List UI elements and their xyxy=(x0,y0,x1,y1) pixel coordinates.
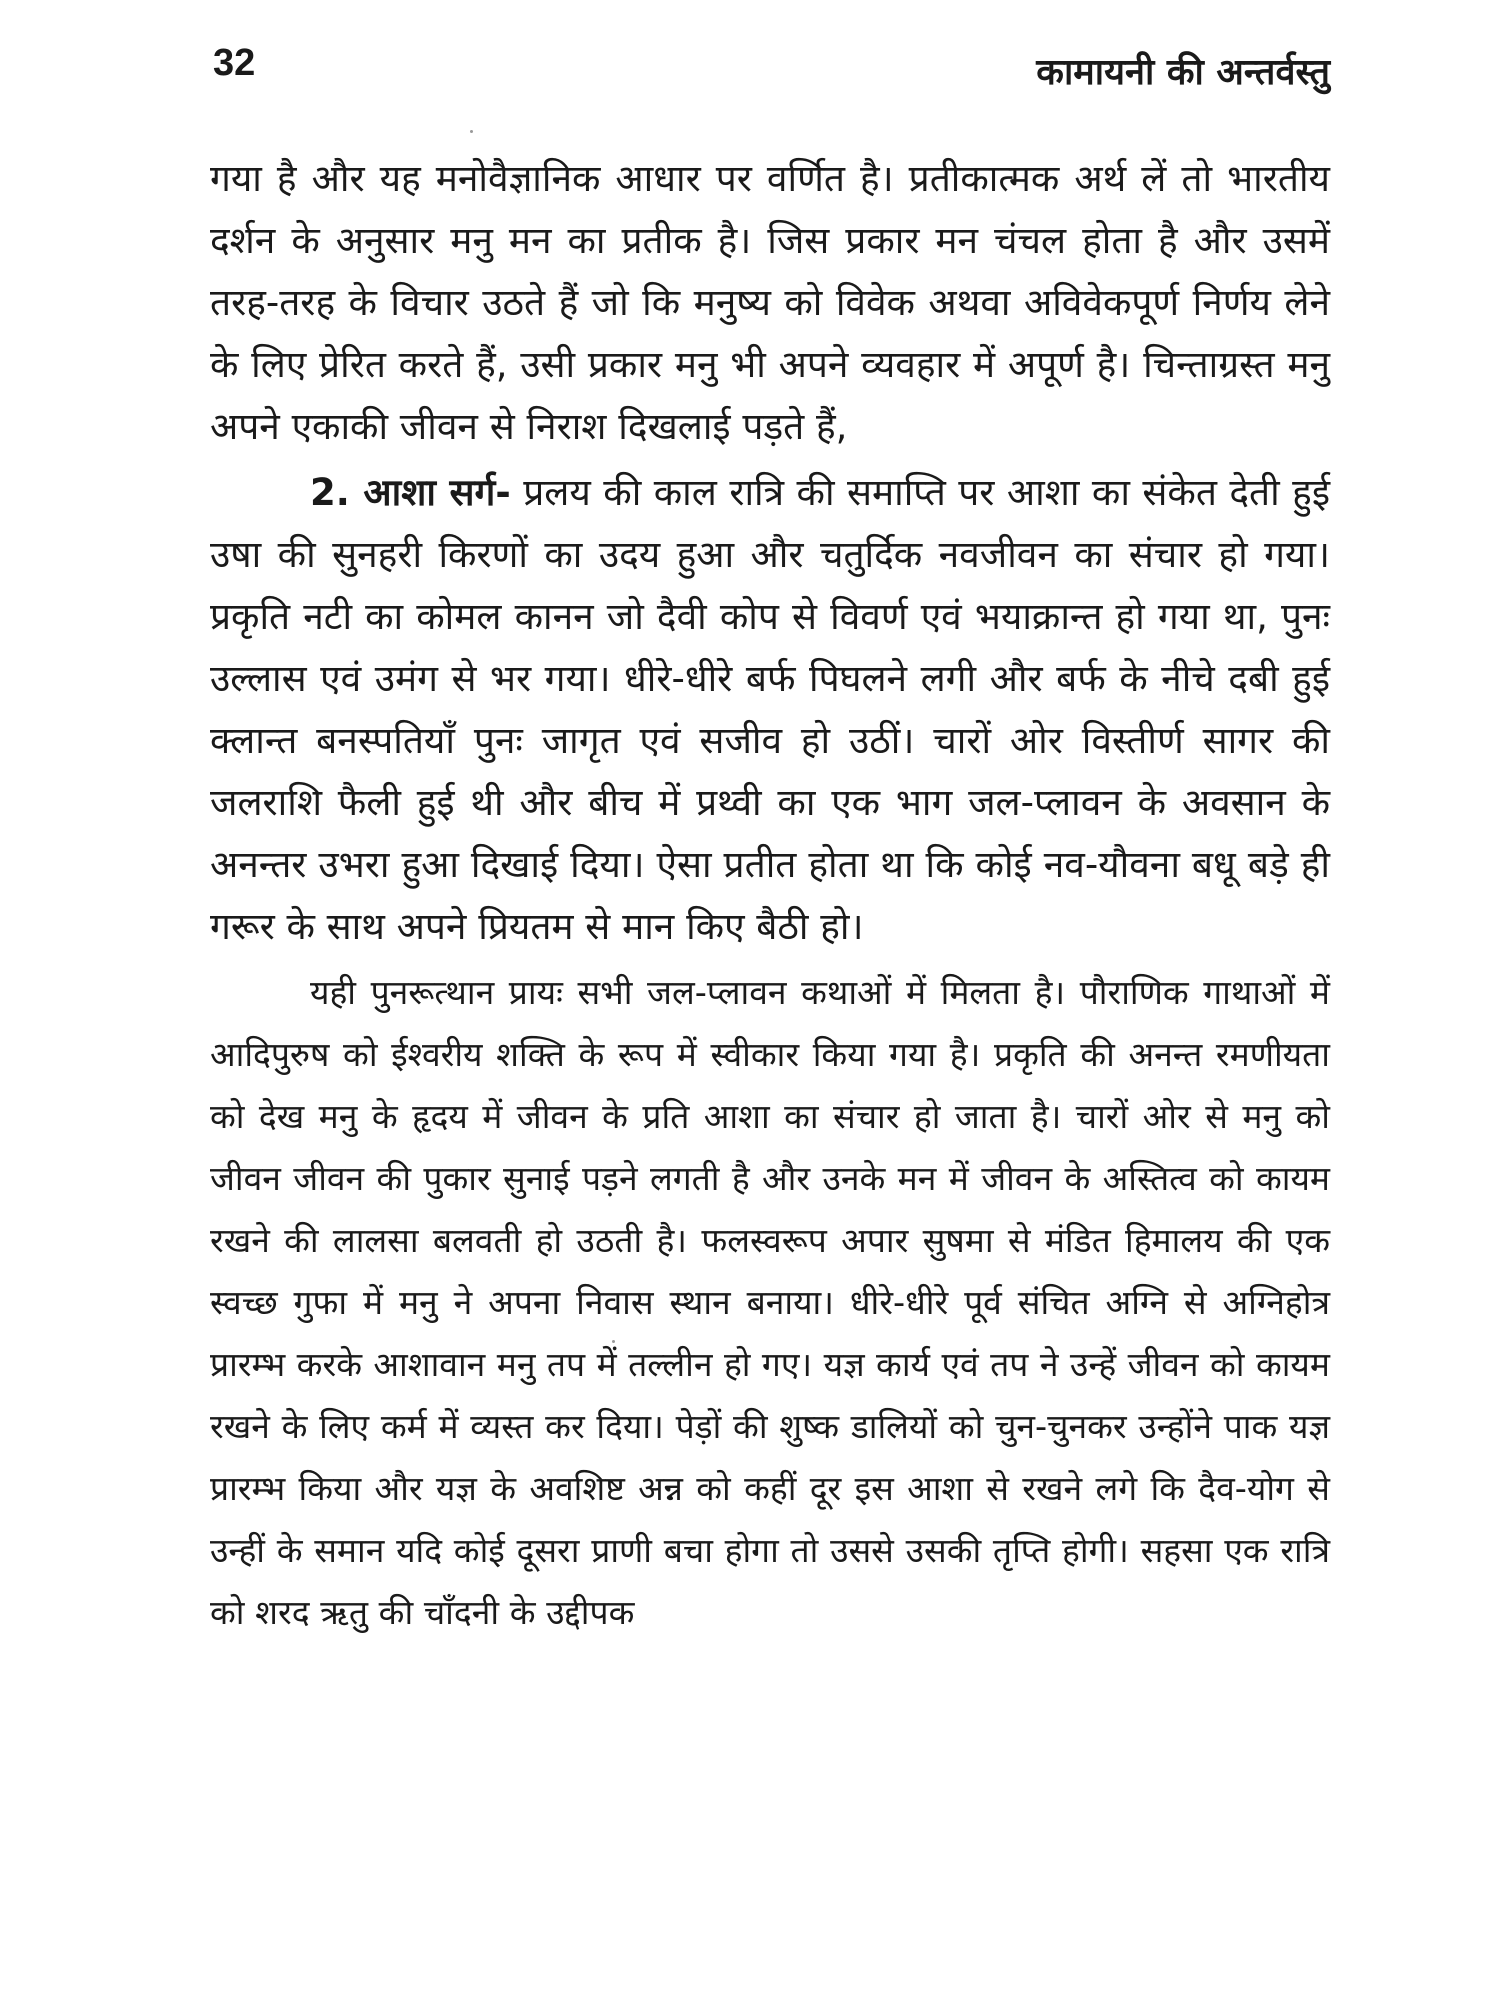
paragraph-punarutthan: यही पुनरूत्थान प्रायः सभी जल-प्लावन कथाओं में मिलता है। पौराणिक गाथाओं में आदिपुरुष को ईश्वरीय शक्ति के रूप में स्वीकार किया गया है। प्रकृति की अनन्त रमणीयता को देख मनु के हृदय में जीवन के प्रति आशा का संचार हो जाता है। चारों ओर से मनु को जीवन जीवन की पुकार सुनाई पड़ने लगती है और उनके मन में जीवन के अस्तित्व को कायम रखने की लालसा बलवती हो उठती है। फलस्वरूप अपार सुषमा से मंडित हिमालय की एक स्वच्छ गुफा में मनु ने अपना निवास स्थान बनाया। धीरे-धीरे पूर्व संचित अग्नि से अग्निहोत्र प्रारम्भ करके आशावान मनु तप में तल्लीन हो गए। यज्ञ कार्य एवं तप ने उन्हें जीवन को कायम रखने के लिए कर्म में व्यस्त कर दिया। पेड़ों की शुष्क डालियों को चुन-चुनकर उन्होंने पाक यज्ञ प्रारम्भ किया और यज्ञ के अवशिष्ट अन्न को कहीं दूर इस आशा से रखने लगे कि दैव-योग से उन्हीं के समान यदि कोई दूसरा प्राणी बचा होगा तो उससे उसकी तृप्ति होगी। सहसा एक रात्रि को शरद ऋतु की चाँदनी के उद्दीपक xyxy=(210,973,1330,1632)
page-number: 32 xyxy=(213,42,256,84)
paragraph-body: प्रलय की काल रात्रि की समाप्ति पर आशा का संकेत देती हुई उषा की सुनहरी किरणों का उदय हुआ और चतुर्दिक नवजीवन का संचार हो गया। प्रकृति नटी का कोमल कानन जो दैवी कोप से विवर्ण एवं भयाक्रान्त हो गया था, पुनः उल्लास एवं उमंग से भर गया। धीरे-धीरे बर्फ पिघलने लगी और बर्फ के नीचे दबी हुई क्लान्त बनस्पतियाँ पुनः जागृत एवं सजीव हो उठीं। चारों ओर विस्तीर्ण सागर की जलराशि फैली हुई थी और बीच में प्रथ्वी का एक भाग जल-प्लावन के अवसान के अनन्तर उभरा हुआ दिखाई दिया। ऐसा प्रतीत होता था कि कोई नव-यौवना बधू बड़े ही गरूर के साथ अपने प्रियतम से मान किए बैठी हो। xyxy=(210,471,1330,948)
scan-speck xyxy=(612,1340,615,1343)
paragraph-intro: गया है और यह मनोवैज्ञानिक आधार पर वर्णित है। प्रतीकात्मक अर्थ लें तो भारतीय दर्शन के अनुसार मनु मन का प्रतीक है। जिस प्रकार मन चंचल होता है और उसमें तरह-तरह के विचार उठते हैं जो कि मनुष्य को विवेक अथवा अविवेकपूर्ण निर्णय लेने के लिए प्रेरित करते हैं, उसी प्रकार मनु भी अपने व्यवहार में अपूर्ण है। चिन्ताग्रस्त मनु अपने एकाकी जीवन से निराश दिखलाई पड़ते हैं, xyxy=(210,157,1330,448)
running-title: कामायनी की अन्तर्वस्तु xyxy=(1036,52,1330,93)
body-text xyxy=(210,148,1330,1644)
page-header xyxy=(213,42,1330,102)
paragraph-asha-sarg xyxy=(210,462,1330,958)
section-heading: 2. आशा सर्ग- xyxy=(310,471,511,514)
scan-speck xyxy=(470,130,473,133)
